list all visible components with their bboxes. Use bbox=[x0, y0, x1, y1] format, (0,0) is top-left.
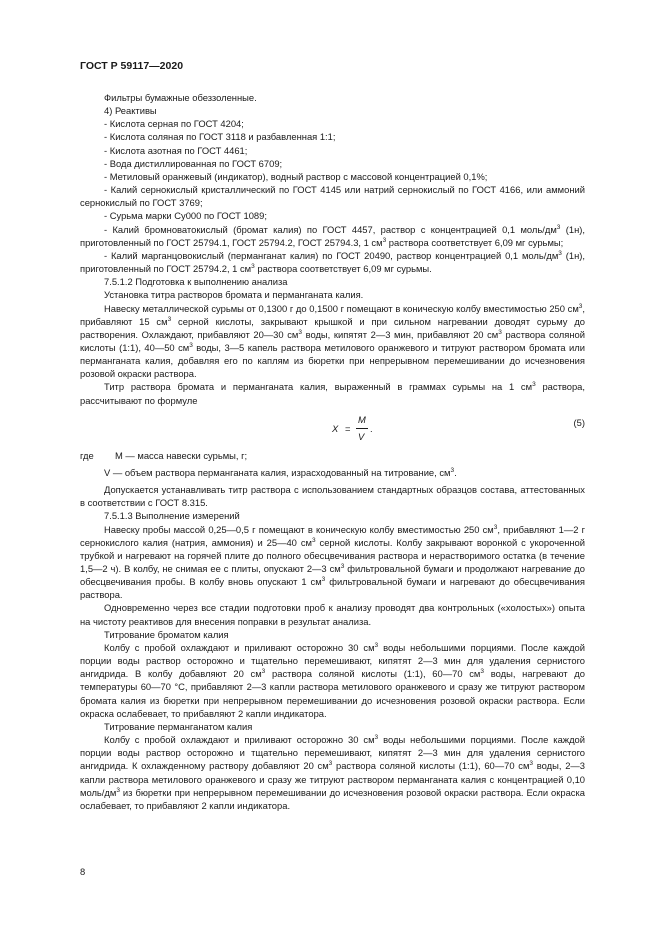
paragraph: Колбу с пробой охлаждают и приливают осторожно 30 $см^3$ воды небольшими порциями. После каждой порции воды раствор осторожно и тщательно перемешивают, кипятят 2—3 мин для удаления сернистого ангидрида. К охлажденному раствору добавляют 20 $см^3$ раствора соляной кислоты (1:1), 60—70 $см^3$ воды, 2—3 капли раствора метилового оранжевого и сразу же титруют раствором перманганата калия с концентрацией 0,10 моль/$дм^3$ из бюретки при непрерывном перемешивании до исчезновения розовой окраски раствора. Если окраска ослабевает, то прибавляют 2 капли индикатора. bbox=[80, 733, 585, 811]
where-m: M — масса навески сурьмы, г; bbox=[115, 449, 248, 461]
paragraph: Установка титра растворов бромата и перманганата калия. bbox=[104, 289, 364, 301]
paragraph: Колбу с пробой охлаждают и приливают осторожно 30 $см^3$ воды небольшими порциями. После каждой порции воды раствор осторожно и тщательно перемешивают, кипятят 2—3 мин для удаления сернистого ангидрида. В колбу добавляют 20 $см^3$ раствора соляной кислоты (1:1), 60—70 $см^3$ воды, нагревают до температуры 60—70 °С, прибавляют 2—3 капли раствора метилового оранжевого и сразу же титруют раствором бромата калия из бюретки при непрерывном перемешивании до исчезновения розовой окраски раствора. Если окраска ослабевает, то прибавляют 2 капли индикатора. bbox=[80, 641, 585, 719]
formula-denominator: V bbox=[358, 430, 365, 442]
paragraph: 4) Реактивы bbox=[104, 105, 157, 117]
formula-dot: . bbox=[370, 422, 373, 434]
where-block bbox=[80, 449, 585, 462]
list-item: - Кислота азотная по ГОСТ 4461; bbox=[104, 144, 248, 156]
subheading: Титрование броматом калия bbox=[104, 628, 229, 640]
list-item: - Кислота серная по ГОСТ 4204; bbox=[104, 118, 244, 130]
formula-number: (5) bbox=[573, 416, 585, 428]
formula-numerator: M bbox=[358, 413, 366, 425]
where-v: V — объем раствора перманганата калия, израсходованный на титрование, $см^3$. bbox=[104, 466, 457, 478]
list-item: - Калий бромноватокислый (бромат калия) по ГОСТ 4457, раствор с концентрацией 0,1 моль/$дм^3$ (1н), приготовленный по ГОСТ 25794.1, ГОСТ 25794.2, ГОСТ 25794.3, 1 $см^3$ раствора соответствует 6,09 мг сурьмы; bbox=[80, 223, 585, 248]
list-item: - Калий марганцовокислый (перманганат калия) по ГОСТ 20490, раствор концентрацией 0,1 моль/$дм^3$ (1н), приготовленный по ГОСТ 25794.2, 1 $см^3$ раствора соответствует 6,09 мг сурьмы. bbox=[80, 249, 585, 275]
paragraph: Навеску пробы массой 0,25—0,5 г помещают в коническую колбу вместимостью 250 $см^3$, прибавляют 1—2 г сернокислого калия (натрия, аммония) и 25—40 $см^3$ серной кислоты. Колбу закрывают воронкой с укороченной трубкой и нагревают на горячей плите до полного обесцвечивания раствора и нерастворимого остатка (в течение 1,5—2 ч). В колбу, не снимая ее с плиты, опускают 2—3 $см^3$ фильтровальной бумаги и продолжают нагревание до обесцвечивания пробы. В колбу вновь опускают 1 $см^3$ фильтровальной бумаги и нагревают до обесцвечивания раствора. bbox=[80, 523, 586, 601]
where-label: где bbox=[80, 449, 94, 461]
fraction-bar bbox=[356, 428, 368, 429]
list-item: - Вода дистиллированная по ГОСТ 6709; bbox=[104, 157, 283, 169]
list-item: - Метиловый оранжевый (индикатор), водный раствор с массовой концентрацией 0,1%; bbox=[104, 170, 488, 182]
formula bbox=[80, 407, 585, 449]
subheading: Титрование перманганатом калия bbox=[104, 720, 253, 732]
section-heading: 7.5.1.3 Выполнение измерений bbox=[104, 510, 240, 522]
list-item: - Кислота соляная по ГОСТ 3118 и разбавленная 1:1; bbox=[104, 131, 336, 143]
section-heading: 7.5.1.2 Подготовка к выполнению анализа bbox=[104, 276, 288, 288]
paragraph: Навеску металлической сурьмы от 0,1300 г до 0,1500 г помещают в коническую колбу вместимостью 250 $см^3$, прибавляют 15 $см^3$ серной кислоты, закрывают крышкой и при сильном нагревании доводят сурьму до растворения. Охлаждают, прибавляют 20—30 $см^3$ воды, кипятят 2—3 мин, прибавляют 20 $см^3$ раствора соляной кислоты (1:1), 40—50 $см^3$ воды, 3—5 капель раствора метилового оранжевого и титруют раствором бромата или перманганата калия, добавляя его по каплям из бюретки при непрерывном перемешивании до исчезновения розовой окраски раствора. bbox=[80, 302, 585, 380]
document-header: ГОСТ Р 59117—2020 bbox=[80, 60, 184, 72]
page-number: 8 bbox=[80, 866, 86, 877]
paragraph: Одновременно через все стадии подготовки проб к анализу проводят два контрольных («холостых») опыта на чистоту реактивов для внесения поправки в результат анализа. bbox=[80, 602, 585, 627]
list-item: - Сурьма марки Су000 по ГОСТ 1089; bbox=[104, 210, 267, 222]
paragraph: Титр раствора бромата и перманганата калия, выраженный в граммах сурьмы на 1 $см^3$ раствора, рассчитывают по формуле bbox=[80, 381, 585, 406]
formula-eq: = bbox=[345, 422, 351, 434]
paragraph: Фильтры бумажные обеззоленные. bbox=[104, 92, 257, 103]
document-body bbox=[80, 91, 585, 812]
list-item: - Калий сернокислый кристаллический по ГОСТ 4145 или натрий сернокислый по ГОСТ 4166, или аммоний сернокислый по ГОСТ 3769; bbox=[80, 184, 585, 209]
paragraph: Допускается устанавливать титр раствора с использованием стандартных образцов состава, аттестованных в соответствии с ГОСТ 8.315. bbox=[80, 484, 585, 509]
formula-lhs: X bbox=[332, 422, 339, 434]
